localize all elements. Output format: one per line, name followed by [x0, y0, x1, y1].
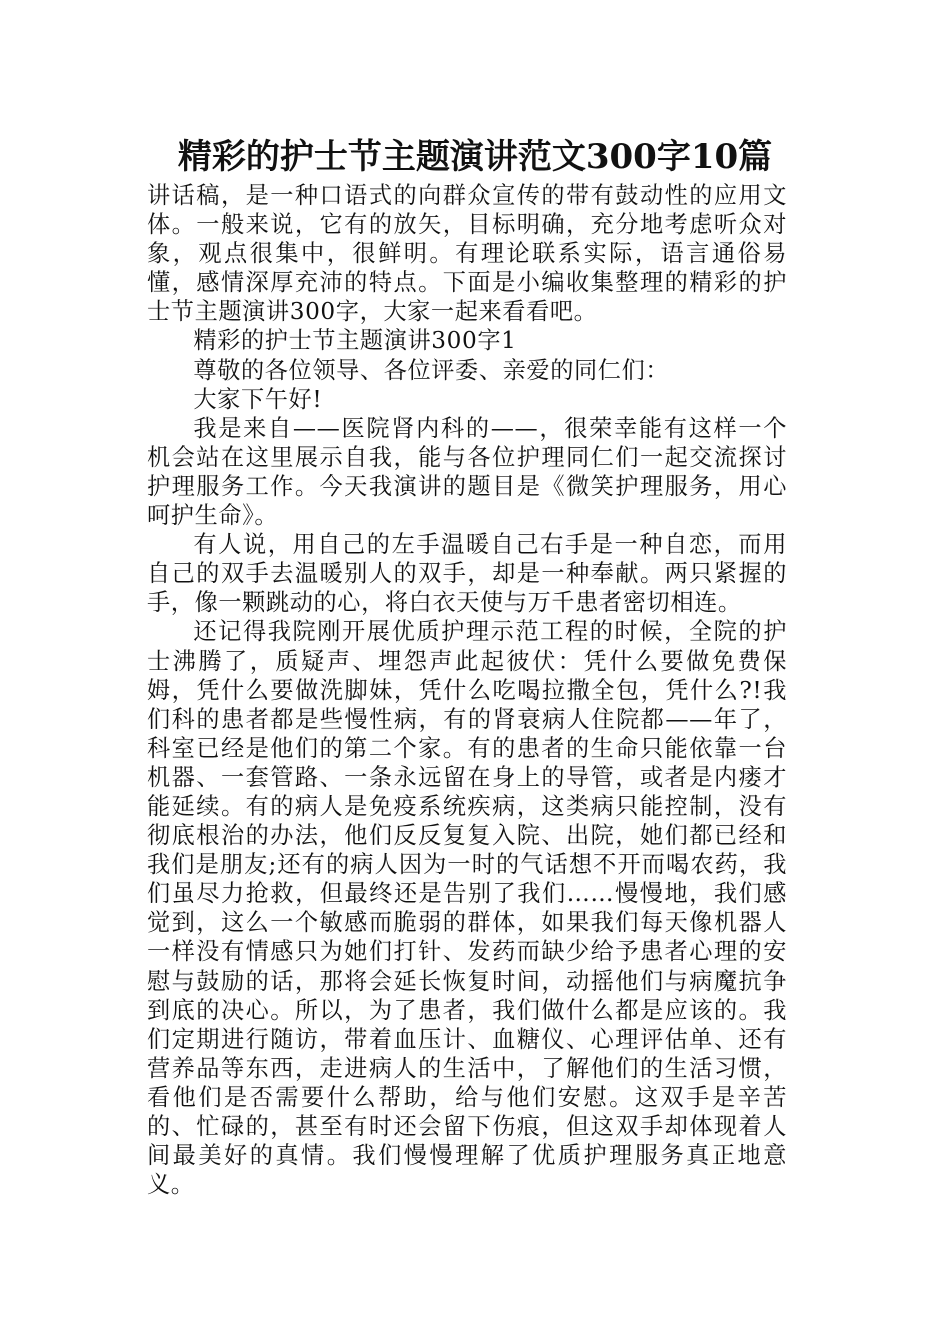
paragraph-hands-metaphor: 有人说，用自己的左手温暖自己右手是一种自恋，而用自己的双手去温暖别人的双手，却是一种奉献。两只紧握的手，像一颗跳动的心，将白衣天使与万千患者密切相连。 [147, 531, 787, 617]
document-body [147, 181, 787, 1199]
paragraph-speech-heading: 精彩的护士节主题演讲300字1 [193, 327, 517, 355]
paragraph-salutation: 尊敬的各位领导、各位评委、亲爱的同仁们： [193, 356, 670, 384]
paragraph-quality-nursing: 还记得我院刚开展优质护理示范工程的时候，全院的护士沸腾了，质疑声、埋怨声此起彼伏：凭什么要做免费保姆，凭什么要做洗脚妹，凭什么吃喝拉撒全包，凭什么?!我们科的患者都是些慢性病，有的肾衰病人住院都——年了，科室已经是他们的第二个家。有的患者的生命只能依靠一台机器、一套管路、一条永远留在身上的导管，或者是内瘘才能延续。有的病人是免疫系统疾病，这类病只能控制，没有彻底根治的办法，他们反反复复入院、出院，她们都已经和我们是朋友;还有的病人因为一时的气话想不开而喝农药，我们虽尽力抢救，但最终还是告别了我们……慢慢地，我们感觉到，这么一个敏感而脆弱的群体，如果我们每天像机器人一样没有情感只为她们打针、发药而缺少给予患者心理的安慰与鼓励的话，那将会延长恢复时间，动摇他们与病魔抗争到底的决心。所以，为了患者，我们做什么都是应该的。我们定期进行随访，带着血压计、血糖仪、心理评估单、还有营养品等东西，走进病人的生活中，了解他们的生活习惯，看他们是否需要什么帮助，给与他们安慰。这双手是辛苦的、忙碌的，甚至有时还会留下伤痕，但这双手却体现着人间最美好的真情。我们慢慢理解了优质护理服务真正地意义。 [147, 618, 787, 1199]
paragraph-intro: 讲话稿，是一种口语式的向群众宣传的带有鼓动性的应用文体。一般来说，它有的放矢，目标明确，充分地考虑听众对象，观点很集中，很鲜明。有理论联系实际，语言通俗易懂，感情深厚充沛的特点。下面是小编收集整理的精彩的护士节主题演讲300字，大家一起来看看吧。 [147, 182, 787, 326]
paragraph-greeting: 大家下午好! [193, 385, 323, 413]
paragraph-self-introduction: 我是来自——医院肾内科的——，很荣幸能有这样一个机会站在这里展示自我，能与各位护理同仁们一起交流探讨护理服务工作。今天我演讲的题目是《微笑护理服务，用心呵护生命》。 [147, 414, 787, 530]
document-title: 精彩的护士节主题演讲范文300字10篇 [177, 137, 773, 177]
